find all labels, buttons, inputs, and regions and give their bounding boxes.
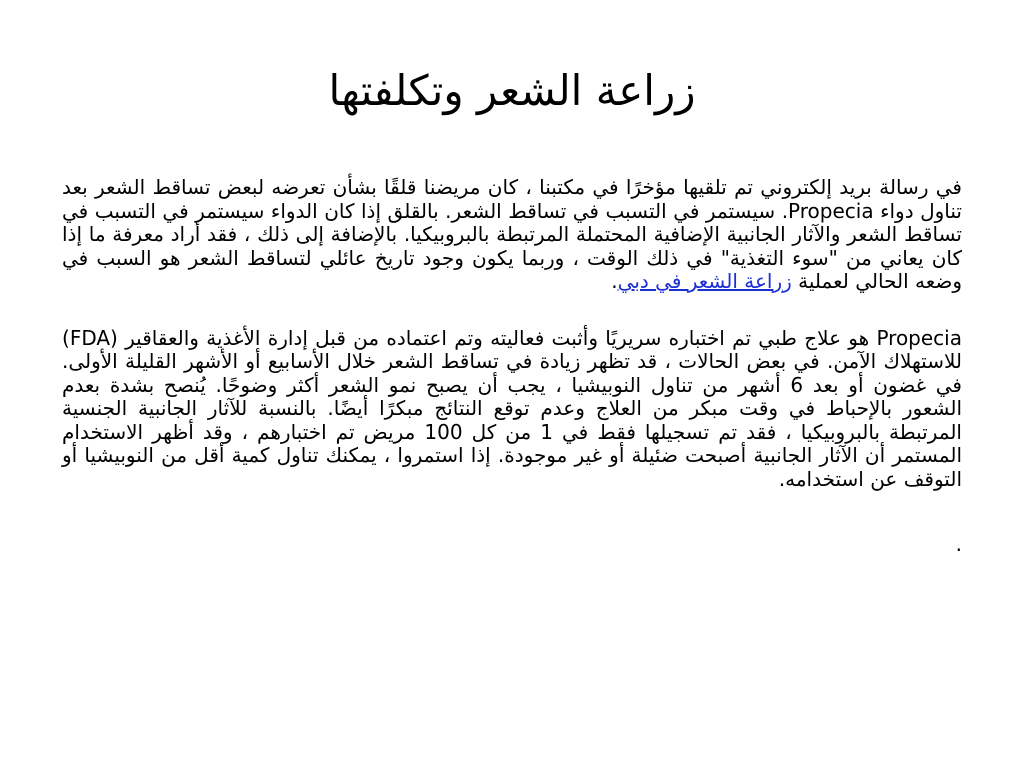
slide-body xyxy=(62,176,962,557)
paragraph-email-inquiry xyxy=(62,176,962,294)
hair-transplant-dubai-link[interactable]: زراعة الشعر في دبي xyxy=(617,269,792,293)
paragraph-propecia-info: Propecia هو علاج طبي تم اختباره سريريًا وأثبت فعاليته وتم اعتماده من قبل إدارة الأغذية والعقاقير (FDA) للاستهلاك الآمن. في بعض الحالات ، قد تظهر زيادة في تساقط الشعر خلال الأسابيع أو الأشهر القليلة الأولى. في غضون أو بعد 6 أشهر من تناول النوبيشيا ، يجب أن يصبح نمو الشعر أكثر وضوحًا. يُنصح بشدة بعدم الشعور بالإحباط في وقت مبكر من العلاج وعدم توقع النتائج مبكرًا أيضًا. بالنسبة للآثار الجانبية الجنسية المرتبطة بالبروبيكيا ، فقد تم تسجيلها فقط في 1 من كل 100 مريض تم اختبارهم ، وقد أظهر الاستخدام المستمر أن الآثار الجانبية أصبحت ضئيلة أو غير موجودة. إذا استمروا ، يمكنك تناول كمية أقل من النوبيشيا أو التوقف عن استخدامه. xyxy=(62,325,962,491)
slide-title: زراعة الشعر وتكلفتها xyxy=(328,66,696,115)
paragraph-trailing-dot: . xyxy=(955,532,962,556)
paragraph-email-inquiry-text: في رسالة بريد إلكتروني تم تلقيها مؤخرًا في مكتبنا ، كان مريضنا قلقًا بشأن تعرضه لبعض تساقط الشعر بعد تناول دواء Propecia. سيستمر في التسبب في تساقط الشعر. بالقلق إذا كان الدواء سيستمر في التسبب في تساقط الشعر والآثار الجانبية الإضافية المحتملة المرتبطة بالبروبيكيا. بالإضافة إلى ذلك ، فقد أراد معرفة ما إذا كان يعاني من "سوء التغذية" في ذلك الوقت ، وربما يكون وجود تاريخ عائلي لتساقط الشعر هو السبب في وضعه الحالي لعملية xyxy=(62,175,963,293)
paragraph-email-inquiry-end: . xyxy=(611,269,618,293)
